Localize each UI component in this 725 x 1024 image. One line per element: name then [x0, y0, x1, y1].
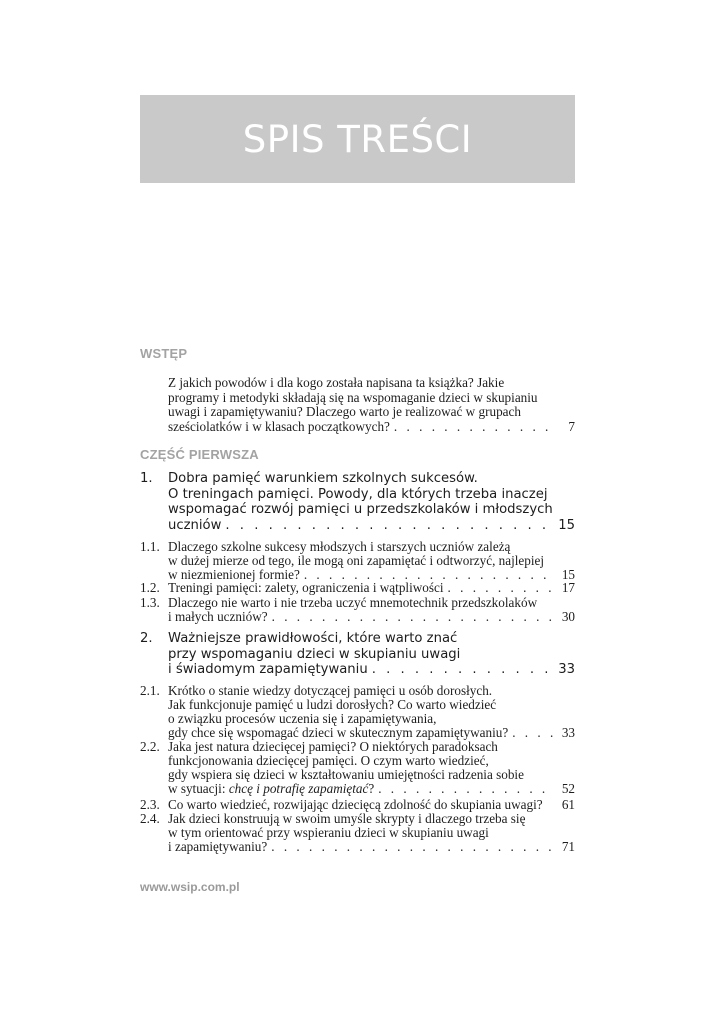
dot-leader	[225, 518, 551, 534]
entry-line: sześciolatków i w klasach początkowych?	[168, 419, 390, 435]
page-number: 30	[561, 609, 575, 625]
page-number: 52	[561, 781, 575, 797]
toc-section-1-3	[140, 596, 575, 624]
entry-line: i zapamiętywaniu?	[168, 839, 268, 855]
dot-leader	[512, 726, 553, 740]
entry-line: wspomagać rozwój pamięci u przedszkolaków i młodszych	[168, 502, 553, 518]
entry-line: uczniów	[168, 517, 222, 533]
chapter-number: 2.	[140, 631, 153, 646]
toc-entry-wstep	[168, 376, 575, 435]
entry-line: w dużej mierze od tego, ile mogą oni zapamiętać i odtworzyć, najlepiej	[168, 553, 545, 569]
entry-line: Jaka jest natura dziecięcej pamięci? O niektórych paradoksach	[168, 739, 498, 754]
dot-leader	[394, 420, 553, 435]
page-number: 7	[568, 419, 575, 435]
entry-line: w niezmienionej formie?	[168, 567, 300, 583]
entry-line: i małych uczniów?	[168, 609, 268, 625]
toc-section-2-1	[140, 684, 575, 740]
toc-section-1-1	[140, 540, 575, 582]
toc-section-2-3	[140, 798, 575, 812]
section-number: 2.4.	[140, 811, 160, 826]
page-title: SPIS TREŚCI	[242, 117, 473, 161]
section-heading-part-one: CZĘŚĆ PIERWSZA	[140, 447, 259, 462]
section-number: 2.1.	[140, 683, 160, 698]
entry-line: Dlaczego szkolne sukcesy młodszych i starszych uczniów zależą	[168, 539, 511, 554]
page-number: 61	[561, 797, 575, 812]
dot-leader	[372, 662, 551, 678]
toc-section-2-4	[140, 812, 575, 854]
section-number: 2.3.	[140, 797, 160, 812]
page-number: 15	[561, 567, 575, 583]
entry-line: programy i metodyki składają się na wspomaganie dzieci w skupianiu	[168, 389, 538, 405]
section-number: 1.1.	[140, 539, 160, 554]
section-number: 1.3.	[140, 595, 160, 610]
toc-chapter-1	[140, 471, 575, 533]
page-number: 17	[561, 580, 575, 595]
page-number: 33	[558, 662, 575, 678]
entry-line: Jak funkcjonuje pamięć u ludzi dorosłych? Co warto wiedzieć	[168, 697, 497, 713]
page-number: 33	[561, 725, 575, 741]
entry-text: w sytuacji:	[168, 781, 229, 797]
toc-section-2-2	[140, 740, 575, 796]
section-heading-wstep: WSTĘP	[140, 346, 188, 361]
title-banner	[140, 95, 575, 183]
entry-line	[168, 782, 374, 796]
section-number: 1.2.	[140, 580, 160, 595]
entry-line: gdy wspiera się dzieci w kształtowaniu umiejętności radzenia sobie	[168, 767, 524, 783]
entry-line: gdy chce się wspomagać dzieci w skutecznym zapamiętywaniu?	[168, 725, 509, 741]
entry-line: funkcjonowania dziecięcej pamięci. O czym warto wiedzieć,	[168, 753, 489, 769]
entry-line: Co warto wiedzieć, rozwijając dziecięcą zdolność do skupiania uwagi?	[168, 797, 543, 812]
entry-line: Treningi pamięci: zalety, ograniczenia i wątpliwości	[168, 580, 444, 595]
entry-text: ?	[368, 781, 375, 797]
entry-line: uwagi i zapamiętywaniu? Dlaczego warto je realizować w grupach	[168, 404, 521, 420]
dot-leader	[271, 840, 553, 854]
dot-leader	[378, 782, 553, 796]
page-number: 71	[561, 839, 575, 855]
entry-line: Ważniejsze prawidłowości, które warto znać	[168, 631, 458, 646]
entry-line: Jak dzieci konstruują w swoim umyśle skrypty i dlaczego trzeba się	[168, 811, 526, 826]
toc-section-1-2	[140, 581, 575, 595]
entry-line: O treningach pamięci. Powody, dla których trzeba inaczej	[168, 486, 548, 502]
toc-chapter-2	[140, 631, 575, 678]
section-number: 2.2.	[140, 739, 160, 754]
dot-leader	[272, 610, 553, 624]
chapter-number: 1.	[140, 471, 153, 486]
entry-line: i świadomym zapamiętywaniu	[168, 662, 368, 678]
entry-line: przy wspomaganiu dzieci w skupianiu uwagi	[168, 646, 461, 662]
entry-italic-text: chcę i potrafię zapamiętać	[228, 781, 369, 797]
page-number: 15	[558, 517, 575, 533]
entry-line: Krótko o stanie wiedzy dotyczącej pamięci u osób dorosłych.	[168, 683, 493, 698]
dot-leader	[448, 581, 553, 595]
entry-line: w tym orientować przy wspieraniu dzieci w skupianiu uwagi	[168, 825, 489, 841]
entry-line: Z jakich powodów i dla kogo została napisana ta książka? Jakie	[168, 375, 505, 390]
entry-line: Dobra pamięć warunkiem szkolnych sukcesów.	[168, 471, 478, 486]
entry-line: Dlaczego nie warto i nie trzeba uczyć mnemotechnik przedszkolaków	[168, 595, 538, 610]
entry-line: o związku procesów uczenia się i zapamiętywania,	[168, 711, 437, 727]
publisher-url: www.wsip.com.pl	[140, 880, 240, 894]
